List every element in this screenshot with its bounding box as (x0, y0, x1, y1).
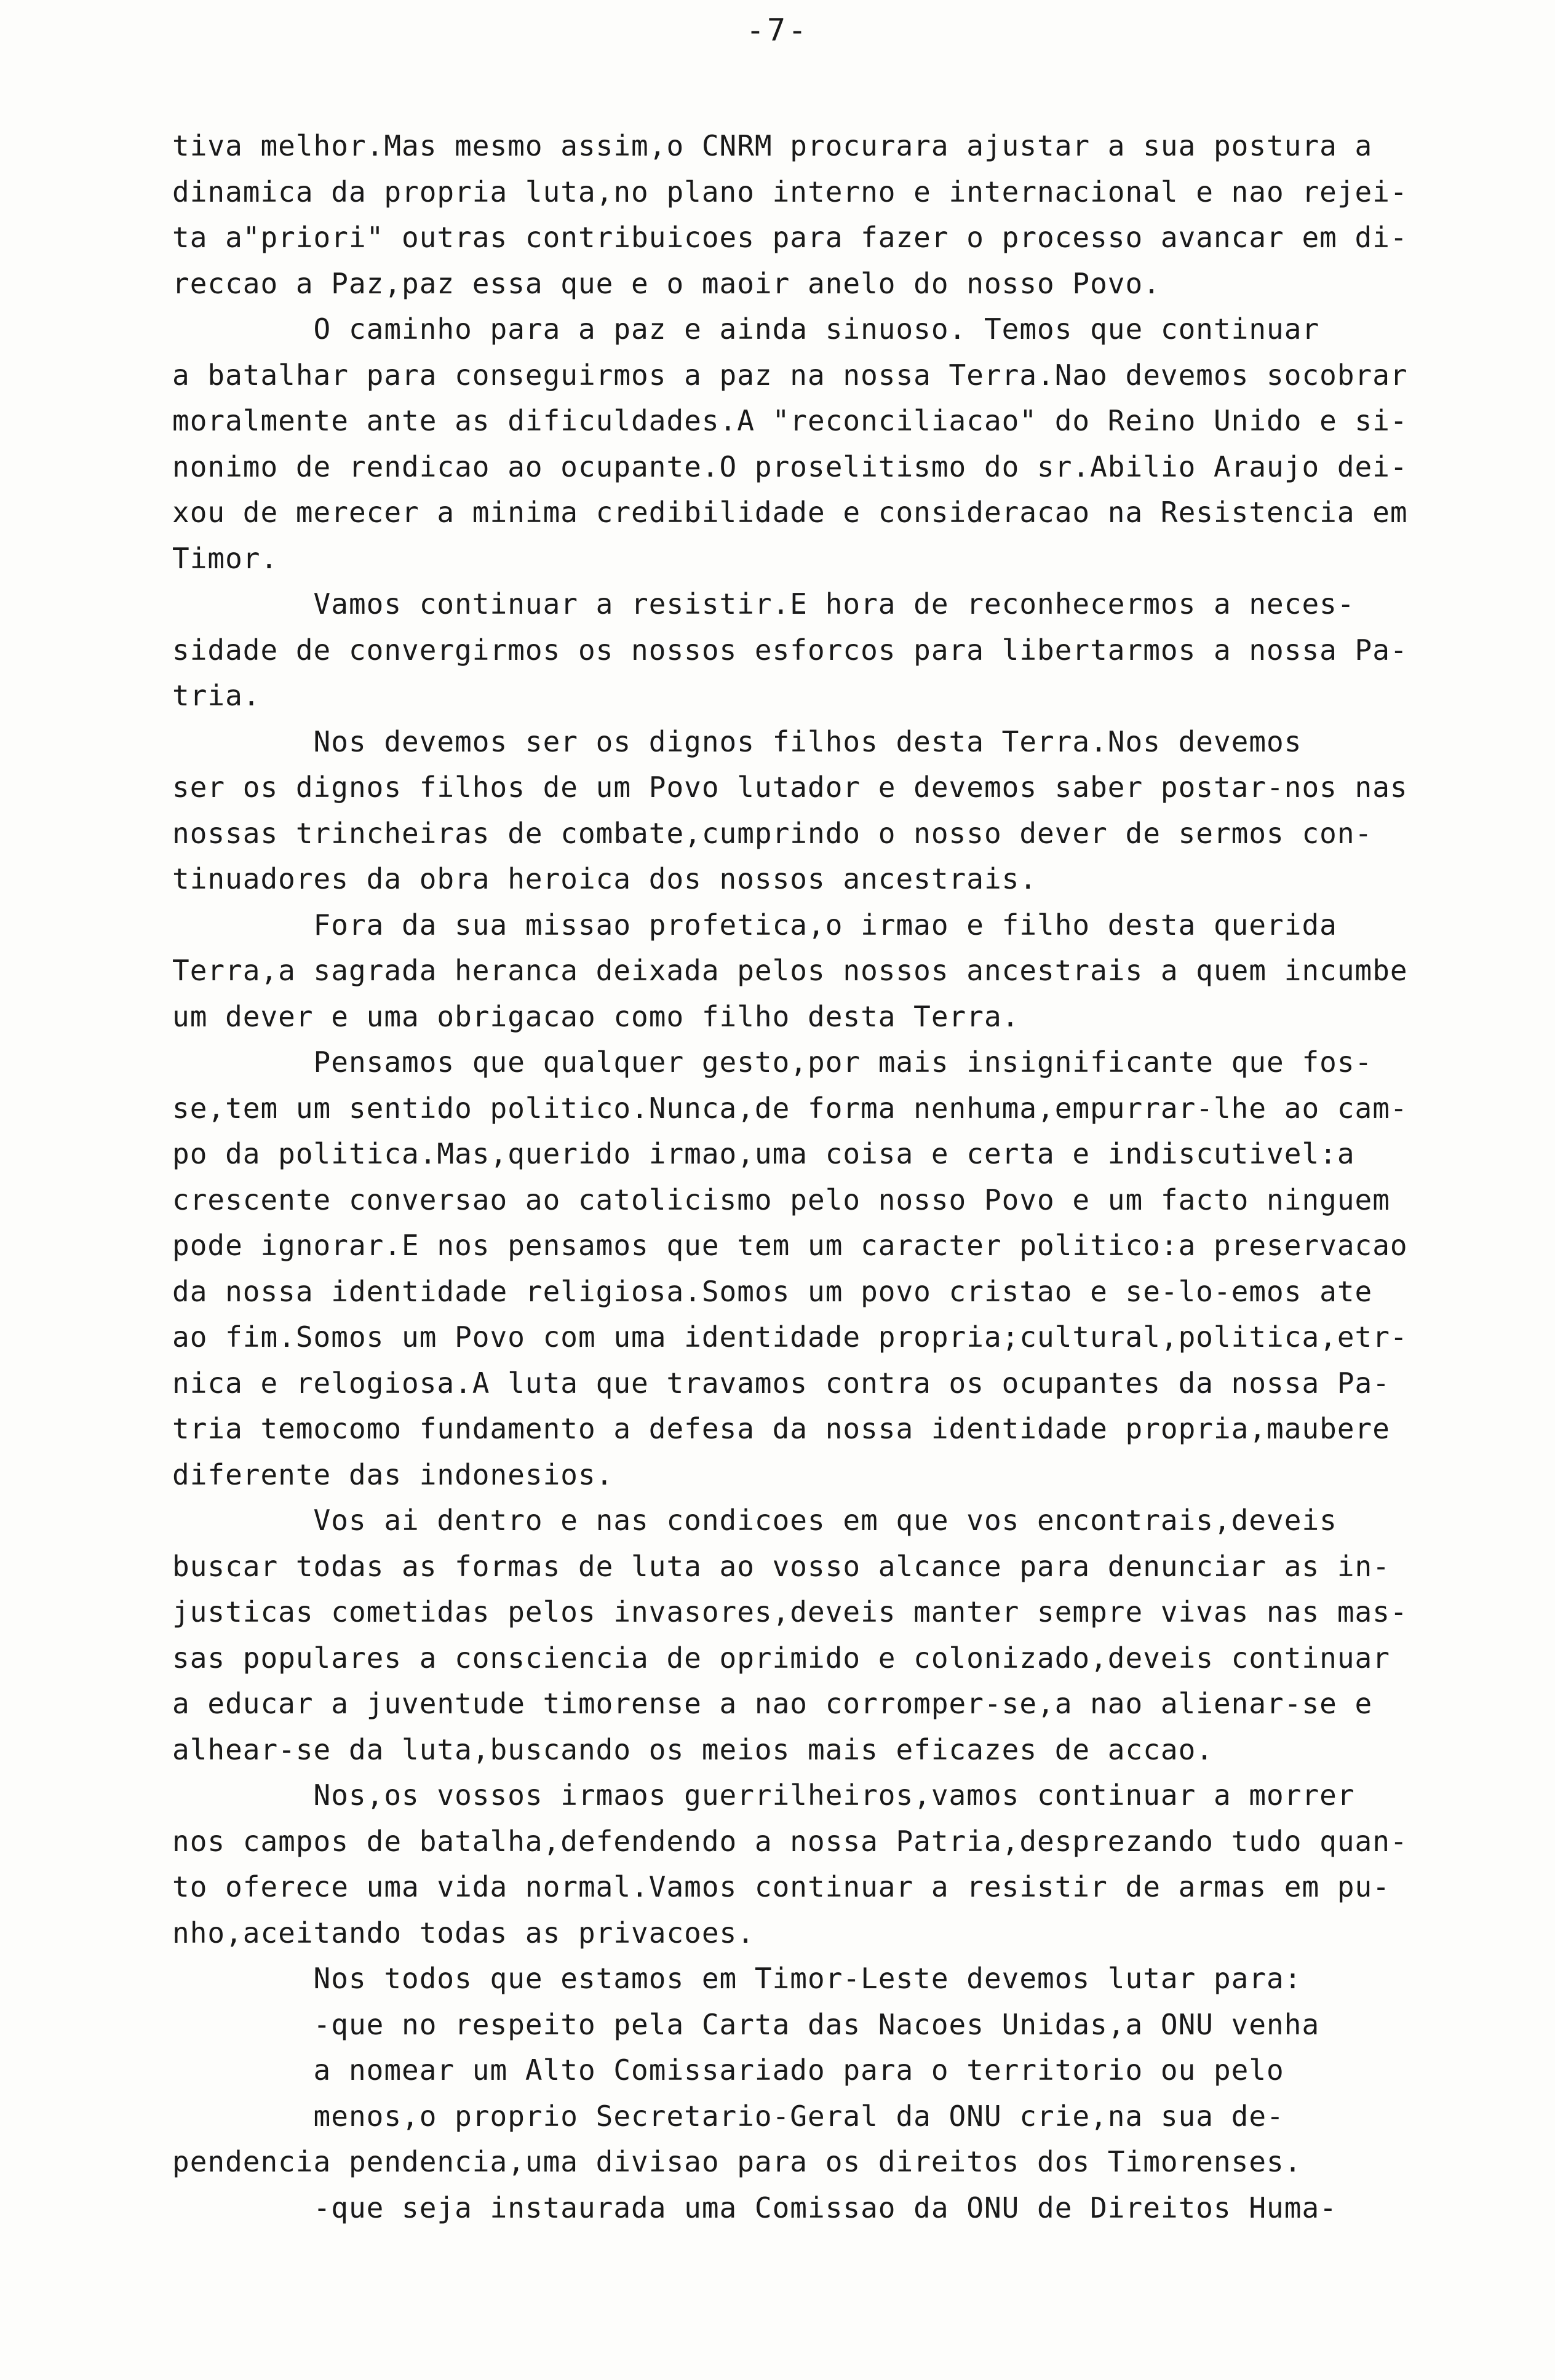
text-line: menos,o proprio Secretario-Geral da ONU crie,na sua de- (172, 2099, 1284, 2133)
text-line: Vos ai dentro e nas condicoes em que vos encontrais,deveis (172, 1504, 1337, 1537)
text-line: sas populares a consciencia de oprimido e colonizado,deveis continuar (172, 1641, 1390, 1675)
text-line: O caminho para a paz e ainda sinuoso. Temos que continuar (172, 312, 1320, 346)
text-line: ao fim.Somos um Povo com uma identidade propria;cultural,politica,etr- (172, 1320, 1408, 1354)
text-line: tria temocomo fundamento a defesa da nossa identidade propria,maubere (172, 1412, 1390, 1445)
text-line: pode ignorar.E nos pensamos que tem um caracter politico:a preservacao (172, 1229, 1408, 1262)
text-line: Fora da sua missao profetica,o irmao e filho desta querida (172, 908, 1337, 942)
text-line: um dever e uma obrigacao como filho desta Terra. (172, 999, 1020, 1033)
text-line: to oferece uma vida normal.Vamos continuar a resistir de armas em pu- (172, 1870, 1390, 1903)
text-line: ser os dignos filhos de um Povo lutador e devemos saber postar-nos nas (172, 771, 1408, 804)
text-line: tinuadores da obra heroica dos nossos ancestrais. (172, 862, 1038, 895)
text-line: dinamica da propria luta,no plano interno e internacional e nao rejei- (172, 175, 1408, 208)
text-line: alhear-se da luta,buscando os meios mais eficazes de accao. (172, 1732, 1214, 1766)
text-line: tria. (172, 679, 261, 712)
text-line: tiva melhor.Mas mesmo assim,o CNRM procurara ajustar a sua postura a (172, 129, 1373, 162)
text-line: sidade de convergirmos os nossos esforcos para libertarmos a nossa Pa- (172, 633, 1408, 667)
text-line: -que seja instaurada uma Comissao da ONU de Direitos Huma- (172, 2191, 1337, 2224)
page-number: -7- (746, 12, 809, 48)
text-line: se,tem um sentido politico.Nunca,de forma nenhuma,empurrar-lhe ao cam- (172, 1091, 1408, 1125)
text-line: ta a"priori" outras contribuicoes para fazer o processo avancar em di- (172, 221, 1408, 254)
text-line: Nos,os vossos irmaos guerrilheiros,vamos continuar a morrer (172, 1779, 1355, 1812)
text-line: nos campos de batalha,defendendo a nossa Patria,desprezando tudo quan- (172, 1824, 1408, 1858)
text-line: Pensamos que qualquer gesto,por mais insignificante que fos- (172, 1045, 1373, 1079)
text-line: da nossa identidade religiosa.Somos um povo cristao e se-lo-emos ate (172, 1274, 1373, 1308)
text-line: moralmente ante as dificuldades.A "reconciliacao" do Reino Unido e si- (172, 404, 1408, 437)
text-line: -que no respeito pela Carta das Nacoes Unidas,a ONU venha (172, 2007, 1320, 2041)
text-line: Timor. (172, 541, 279, 575)
text-line: a nomear um Alto Comissariado para o territorio ou pelo (172, 2053, 1284, 2087)
text-line: Nos todos que estamos em Timor-Leste devemos lutar para: (172, 1962, 1302, 1995)
text-line: crescente conversao ao catolicismo pelo nosso Povo e um facto ninguem (172, 1183, 1390, 1216)
text-line: a educar a juventude timorense a nao corromper-se,a nao alienar-se e (172, 1687, 1373, 1720)
typed-body-text (172, 123, 1501, 2231)
text-line: buscar todas as formas de luta ao vosso alcance para denunciar as in- (172, 1549, 1390, 1583)
text-line: po da politica.Mas,querido irmao,uma coisa e certa e indiscutivel:a (172, 1137, 1355, 1170)
text-line: a batalhar para conseguirmos a paz na nossa Terra.Nao devemos socobrar (172, 358, 1408, 392)
text-line: xou de merecer a minima credibilidade e consideracao na Resistencia em (172, 496, 1408, 529)
text-line: nossas trincheiras de combate,cumprindo o nosso dever de sermos con- (172, 816, 1373, 850)
text-line: nonimo de rendicao ao ocupante.O proselitismo do sr.Abilio Araujo dei- (172, 450, 1408, 483)
text-line: nica e relogiosa.A luta que travamos contra os ocupantes da nossa Pa- (172, 1366, 1390, 1400)
text-line: Terra,a sagrada heranca deixada pelos nossos ancestrais a quem incumbe (172, 954, 1408, 987)
text-line: nho,aceitando todas as privacoes. (172, 1916, 755, 1950)
text-line: justicas cometidas pelos invasores,deveis manter sempre vivas nas mas- (172, 1595, 1408, 1628)
text-line: diferente das indonesios. (172, 1458, 614, 1491)
text-line: Nos devemos ser os dignos filhos desta Terra.Nos devemos (172, 724, 1302, 758)
text-line: reccao a Paz,paz essa que e o maoir anelo do nosso Povo. (172, 266, 1161, 300)
text-line: Vamos continuar a resistir.E hora de reconhecermos a neces- (172, 587, 1355, 621)
text-line: pendencia pendencia,uma divisao para os direitos dos Timorenses. (172, 2145, 1302, 2178)
